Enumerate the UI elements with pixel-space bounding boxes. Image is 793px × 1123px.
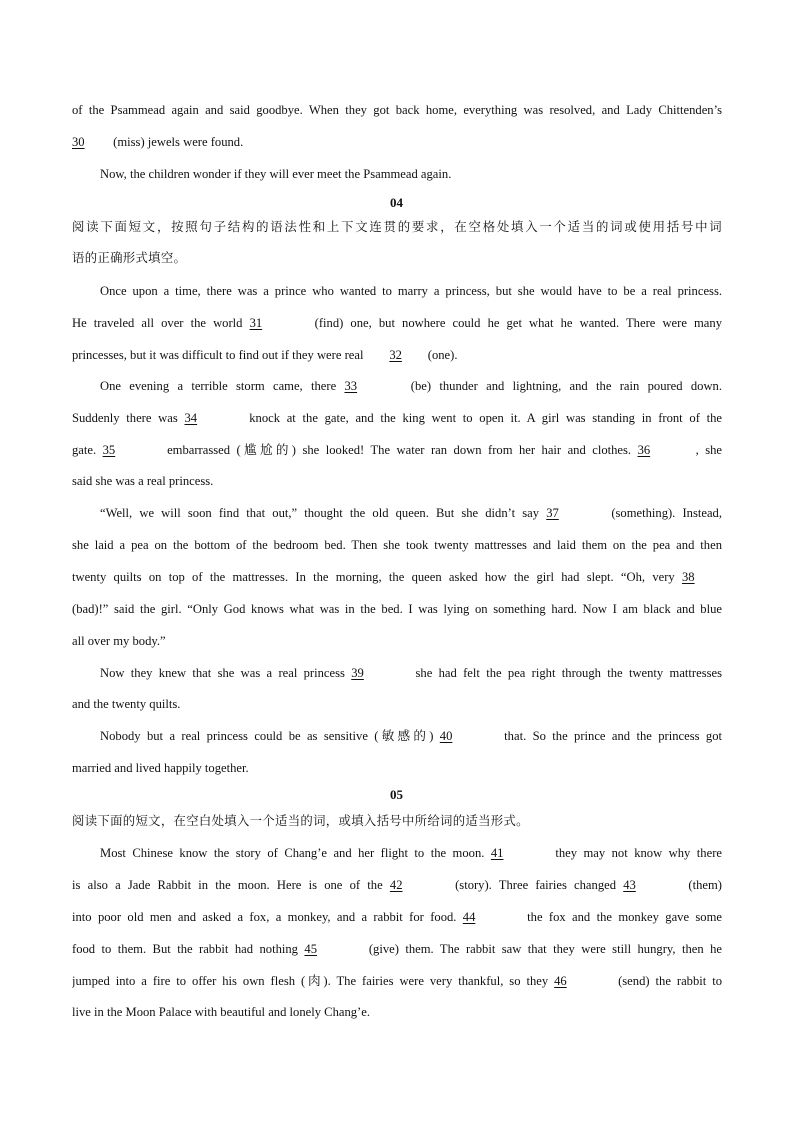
text: of the Psammead again and said goodbye. When they got back home, everything was resolved, and Lady Chittenden’s bbox=[72, 103, 722, 117]
blank-37[interactable]: 37 bbox=[546, 506, 559, 520]
text: all over my body.” bbox=[72, 634, 166, 648]
blank-39[interactable]: 39 bbox=[351, 666, 364, 680]
s04-p4-line-1 bbox=[100, 665, 722, 681]
text: (bad)!” said the girl. “Only God knows what was in the bed. I was lying on something hard. Now I am black and blue bbox=[72, 602, 722, 616]
s04-p5-line-1 bbox=[100, 728, 722, 744]
s05-line-6 bbox=[72, 1004, 722, 1020]
blank-45[interactable]: 45 bbox=[304, 942, 317, 956]
s04-p1-line-3 bbox=[72, 347, 722, 363]
text: Now, the children wonder if they will ever meet the Psammead again. bbox=[100, 167, 452, 181]
blank-44[interactable]: 44 bbox=[462, 910, 476, 924]
s03-paragraph-2 bbox=[100, 166, 722, 182]
text: into poor old men and asked a fox, a monkey, and a rabbit for food. bbox=[72, 910, 463, 924]
s04-p3-line-3 bbox=[72, 569, 722, 585]
text: she laid a pea on the bottom of the bedroom bed. Then she took twenty mattresses and laid them on the pea and then bbox=[72, 538, 722, 552]
text: (find) one, but nowhere could he get what he wanted. There were many bbox=[307, 316, 722, 330]
blank-46[interactable]: 46 bbox=[554, 974, 567, 988]
blank-35[interactable]: 35 bbox=[102, 443, 116, 457]
blank-31[interactable]: 31 bbox=[249, 316, 263, 330]
s05-line-5 bbox=[72, 973, 722, 989]
blank-33[interactable]: 33 bbox=[344, 379, 358, 393]
text: princesses, but it was difficult to find out if they were real bbox=[72, 348, 367, 362]
s04-p2-line-1 bbox=[100, 378, 722, 394]
s04-instruction-line-2 bbox=[72, 250, 722, 266]
s05-instruction bbox=[72, 813, 722, 829]
text: that. So the prince and the princess got bbox=[497, 729, 722, 743]
blank-32[interactable]: 32 bbox=[389, 348, 402, 362]
section-number-05: 05 bbox=[390, 787, 403, 802]
s04-instruction-line-1 bbox=[72, 219, 722, 235]
text: Nobody but a real princess could be as sensitive (敏感的) bbox=[100, 729, 440, 743]
text: embarrassed (尴尬的) she looked! The water ran down from her hair and clothes. bbox=[160, 443, 638, 457]
text: (one). bbox=[424, 348, 458, 362]
blank-41[interactable]: 41 bbox=[490, 846, 504, 860]
text: said she was a real princess. bbox=[72, 474, 214, 488]
text: (miss) jewels were found. bbox=[110, 135, 244, 149]
text: (give) them. The rabbit saw that they were still hungry, then he bbox=[362, 942, 722, 956]
s05-line-1 bbox=[100, 845, 722, 861]
text: the fox and the monkey gave some bbox=[520, 910, 722, 924]
s05-line-3 bbox=[72, 909, 722, 925]
text: gate. bbox=[72, 443, 103, 457]
text: (story). Three fairies changed bbox=[447, 878, 624, 892]
s04-p1-line-1 bbox=[100, 283, 722, 299]
text: “Well, we will soon find that out,” thought the old queen. But she didn’t say bbox=[100, 506, 547, 520]
text: One evening a terrible storm came, there bbox=[100, 379, 345, 393]
text: , she bbox=[695, 443, 722, 457]
text: knock at the gate, and the king went to open it. A girl was standing in front of the bbox=[242, 411, 722, 425]
s03-line-2 bbox=[72, 134, 722, 150]
text: and the twenty quilts. bbox=[72, 697, 181, 711]
s04-p3-line-1 bbox=[100, 505, 722, 521]
s05-line-4 bbox=[72, 941, 722, 957]
text: live in the Moon Palace with beautiful and lonely Chang’e. bbox=[72, 1005, 370, 1019]
s04-p5-line-2 bbox=[72, 760, 722, 776]
blank-43[interactable]: 43 bbox=[623, 878, 636, 892]
text: He traveled all over the world bbox=[72, 316, 250, 330]
section-number-04: 04 bbox=[390, 195, 403, 210]
text: (send) the rabbit to bbox=[612, 974, 722, 988]
blank-38[interactable]: 38 bbox=[682, 570, 695, 584]
text: 阅读下面短文，按照句子结构的语法性和上下文连贯的要求，在空格处填入一个适当的词或使用括号中词 bbox=[72, 219, 722, 234]
text: Now they knew that she was a real princess bbox=[100, 666, 352, 680]
text: 语的正确形式填空。 bbox=[72, 250, 187, 265]
text: twenty quilts on top of the mattresses. In the morning, the queen asked how the girl had slept. “Oh, very bbox=[72, 570, 682, 584]
blank-42[interactable]: 42 bbox=[389, 878, 403, 892]
blank-34[interactable]: 34 bbox=[184, 411, 198, 425]
s04-p2-line-3 bbox=[72, 442, 722, 458]
s04-p3-line-2 bbox=[72, 537, 722, 553]
text: Suddenly there was bbox=[72, 411, 185, 425]
s04-p3-line-5 bbox=[72, 633, 722, 649]
text: (be) thunder and lightning, and the rain poured down. bbox=[402, 379, 722, 393]
text: food to them. But the rabbit had nothing bbox=[72, 942, 305, 956]
text: (something). Instead, bbox=[604, 506, 722, 520]
text: is also a Jade Rabbit in the moon. Here is one of the bbox=[72, 878, 390, 892]
text: she had felt the pea right through the twenty mattresses bbox=[409, 666, 722, 680]
text: Most Chinese know the story of Chang’e and her flight to the moon. bbox=[100, 846, 491, 860]
text: 阅读下面的短文，在空白处填入一个适当的词，或填入括号中所给词的适当形式。 bbox=[72, 813, 529, 828]
blank-36[interactable]: 36 bbox=[637, 443, 651, 457]
s04-p1-line-2 bbox=[72, 315, 722, 331]
s04-p2-line-2 bbox=[72, 410, 722, 426]
text: (them) bbox=[681, 878, 722, 892]
s04-p2-line-4 bbox=[72, 473, 722, 489]
text: they may not know why there bbox=[548, 846, 722, 860]
text: Once upon a time, there was a prince who wanted to marry a princess, but she would have to be a real princess. bbox=[100, 284, 722, 298]
s04-p4-line-2 bbox=[72, 696, 722, 712]
text: jumped into a fire to offer his own flesh (肉). The fairies were very thankful, so they bbox=[72, 974, 555, 988]
s03-line-1 bbox=[72, 102, 722, 118]
blank-40[interactable]: 40 bbox=[439, 729, 453, 743]
s04-p3-line-4 bbox=[72, 601, 722, 617]
text: married and lived happily together. bbox=[72, 761, 249, 775]
s05-line-2 bbox=[72, 877, 722, 893]
blank-30[interactable]: 30 bbox=[72, 135, 85, 149]
